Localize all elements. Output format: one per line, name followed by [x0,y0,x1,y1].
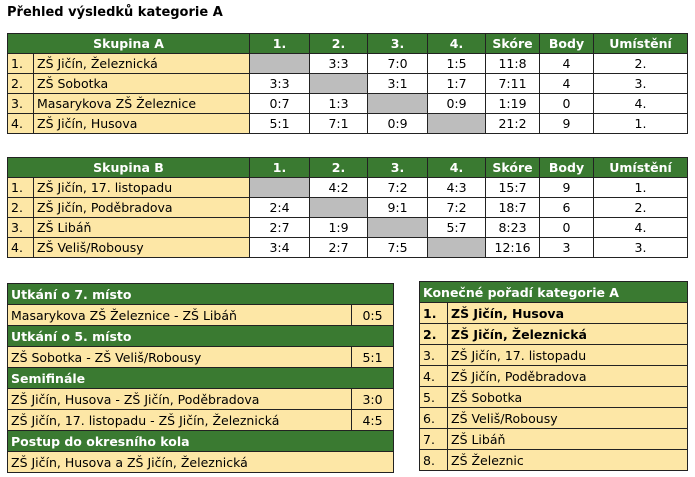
table-row [420,450,688,471]
diagonal-cell [250,178,310,198]
result-cell: 9:1 [368,198,428,218]
table-row [420,408,688,429]
row-number: 1. [8,54,34,74]
result-cell: 7:2 [428,198,486,218]
match-result: 0:5 [352,305,394,326]
group-b-header-1: 1. [250,158,310,178]
team-name: ZŠ Jičín, 17. listopadu [34,178,250,198]
result-cell: 7:2 [368,178,428,198]
rank-number: 4. [420,366,448,387]
result-cell: 1:3 [310,94,368,114]
table-row [420,366,688,387]
table-row [420,345,688,366]
table-row [8,389,394,410]
table-row [8,198,688,218]
row-number: 4. [8,238,34,258]
rank-number: 8. [420,450,448,471]
rank-number: 5. [420,387,448,408]
group-b-header-4: 4. [428,158,486,178]
team-name: ZŠ Libáň [34,218,250,238]
table-row [420,324,688,345]
rank-number: 3. [420,345,448,366]
group-b-header-3: 3. [368,158,428,178]
table-row [8,218,688,238]
rank-number: 1. [420,303,448,324]
group-b-header-points: Body [540,158,594,178]
group-a-header-2: 2. [310,34,368,54]
group-a-header-1: 1. [250,34,310,54]
match-result: 3:0 [352,389,394,410]
rank-number: 7. [420,429,448,450]
final-order-heading-row [420,282,688,303]
group-a-header-place: Umístění [594,34,688,54]
table-row [8,305,394,326]
place-cell: 1. [594,178,688,198]
group-b-header-2: 2. [310,158,368,178]
rank-team: ZŠ Libáň [448,429,688,450]
rank-team: ZŠ Jičín, Poděbradova [448,366,688,387]
group-a-header-score: Skóre [486,34,540,54]
place-cell: 4. [594,94,688,114]
table-row [8,74,688,94]
result-cell: 2:7 [250,218,310,238]
points-cell: 6 [540,198,594,218]
result-cell: 0:7 [250,94,310,114]
playoffs-table [7,283,394,473]
section-heading-semifinal: Semifinále [8,368,394,389]
match-name: Masarykova ZŠ Železnice - ZŠ Libáň [8,305,352,326]
table-row [8,94,688,114]
final-order-table [419,281,688,471]
section-heading-advance: Postup do okresního kola [8,431,394,452]
group-a-header-points: Body [540,34,594,54]
table-row [8,347,394,368]
points-cell: 9 [540,114,594,134]
score-cell: 1:19 [486,94,540,114]
rank-team: ZŠ Železnic [448,450,688,471]
result-cell: 2:4 [250,198,310,218]
score-cell: 12:16 [486,238,540,258]
row-number: 1. [8,178,34,198]
rank-number: 6. [420,408,448,429]
score-cell: 8:23 [486,218,540,238]
table-row [8,114,688,134]
team-name: ZŠ Jičín, Husova [34,114,250,134]
group-a-header-name: Skupina A [8,34,250,54]
group-a-table [7,33,688,134]
place-cell: 3. [594,74,688,94]
result-cell: 3:4 [250,238,310,258]
row-number: 3. [8,94,34,114]
table-row [8,238,688,258]
team-name: ZŠ Jičín, Poděbradova [34,198,250,218]
group-b-header-score: Skóre [486,158,540,178]
place-cell: 3. [594,238,688,258]
result-cell: 3:1 [368,74,428,94]
final-order-heading: Konečné pořadí kategorie A [420,282,688,303]
group-b-header-name: Skupina B [8,158,250,178]
points-cell: 0 [540,218,594,238]
rank-team: ZŠ Veliš/Robousy [448,408,688,429]
place-cell: 2. [594,198,688,218]
advancing-teams: ZŠ Jičín, Husova a ZŠ Jičín, Železnická [8,452,394,473]
result-cell: 0:9 [428,94,486,114]
group-a-header-3: 3. [368,34,428,54]
rank-number: 2. [420,324,448,345]
score-cell: 7:11 [486,74,540,94]
team-name: ZŠ Veliš/Robousy [34,238,250,258]
table-row [420,303,688,324]
result-cell: 1:5 [428,54,486,74]
place-cell: 4. [594,218,688,238]
row-number: 4. [8,114,34,134]
diagonal-cell [428,238,486,258]
section-heading-5th-place: Utkání o 5. místo [8,326,394,347]
result-cell: 7:1 [310,114,368,134]
table-row [420,387,688,408]
team-name: Masarykova ZŠ Železnice [34,94,250,114]
points-cell: 4 [540,54,594,74]
group-a-header-4: 4. [428,34,486,54]
rank-team: ZŠ Jičín, Husova [448,303,688,324]
result-cell: 4:3 [428,178,486,198]
points-cell: 0 [540,94,594,114]
place-cell: 1. [594,114,688,134]
points-cell: 3 [540,238,594,258]
rank-team: ZŠ Jičín, Železnická [448,324,688,345]
diagonal-cell [250,54,310,74]
result-cell: 4:2 [310,178,368,198]
group-b-header-place: Umístění [594,158,688,178]
result-cell: 3:3 [250,74,310,94]
table-row [8,54,688,74]
playoff-section-heading [8,284,394,305]
score-cell: 21:2 [486,114,540,134]
diagonal-cell [310,74,368,94]
result-cell: 5:7 [428,218,486,238]
match-name: ZŠ Jičín, 17. listopadu - ZŠ Jičín, Železnická [8,410,352,431]
score-cell: 18:7 [486,198,540,218]
table-row [8,410,394,431]
playoff-section-heading [8,368,394,389]
result-cell: 3:3 [310,54,368,74]
diagonal-cell [368,94,428,114]
table-row [8,452,394,473]
page-title: Přehled výsledků kategorie A [7,5,223,20]
diagonal-cell [368,218,428,238]
match-result: 4:5 [352,410,394,431]
section-heading-7th-place: Utkání o 7. místo [8,284,394,305]
rank-team: ZŠ Sobotka [448,387,688,408]
row-number: 2. [8,198,34,218]
diagonal-cell [428,114,486,134]
group-a-header-row [8,34,688,54]
team-name: ZŠ Jičín, Železnická [34,54,250,74]
result-cell: 5:1 [250,114,310,134]
result-cell: 7:5 [368,238,428,258]
group-b-header-row [8,158,688,178]
table-row [8,178,688,198]
result-cell: 0:9 [368,114,428,134]
rank-team: ZŠ Jičín, 17. listopadu [448,345,688,366]
playoff-section-heading [8,431,394,452]
row-number: 2. [8,74,34,94]
diagonal-cell [310,198,368,218]
points-cell: 4 [540,74,594,94]
place-cell: 2. [594,54,688,74]
table-row [420,429,688,450]
result-cell: 2:7 [310,238,368,258]
team-name: ZŠ Sobotka [34,74,250,94]
group-b-table [7,157,688,258]
score-cell: 11:8 [486,54,540,74]
points-cell: 9 [540,178,594,198]
match-name: ZŠ Jičín, Husova - ZŠ Jičín, Poděbradova [8,389,352,410]
result-cell: 1:7 [428,74,486,94]
result-cell: 1:9 [310,218,368,238]
playoff-section-heading [8,326,394,347]
result-cell: 7:0 [368,54,428,74]
row-number: 3. [8,218,34,238]
score-cell: 15:7 [486,178,540,198]
match-name: ZŠ Sobotka - ZŠ Veliš/Robousy [8,347,352,368]
match-result: 5:1 [352,347,394,368]
